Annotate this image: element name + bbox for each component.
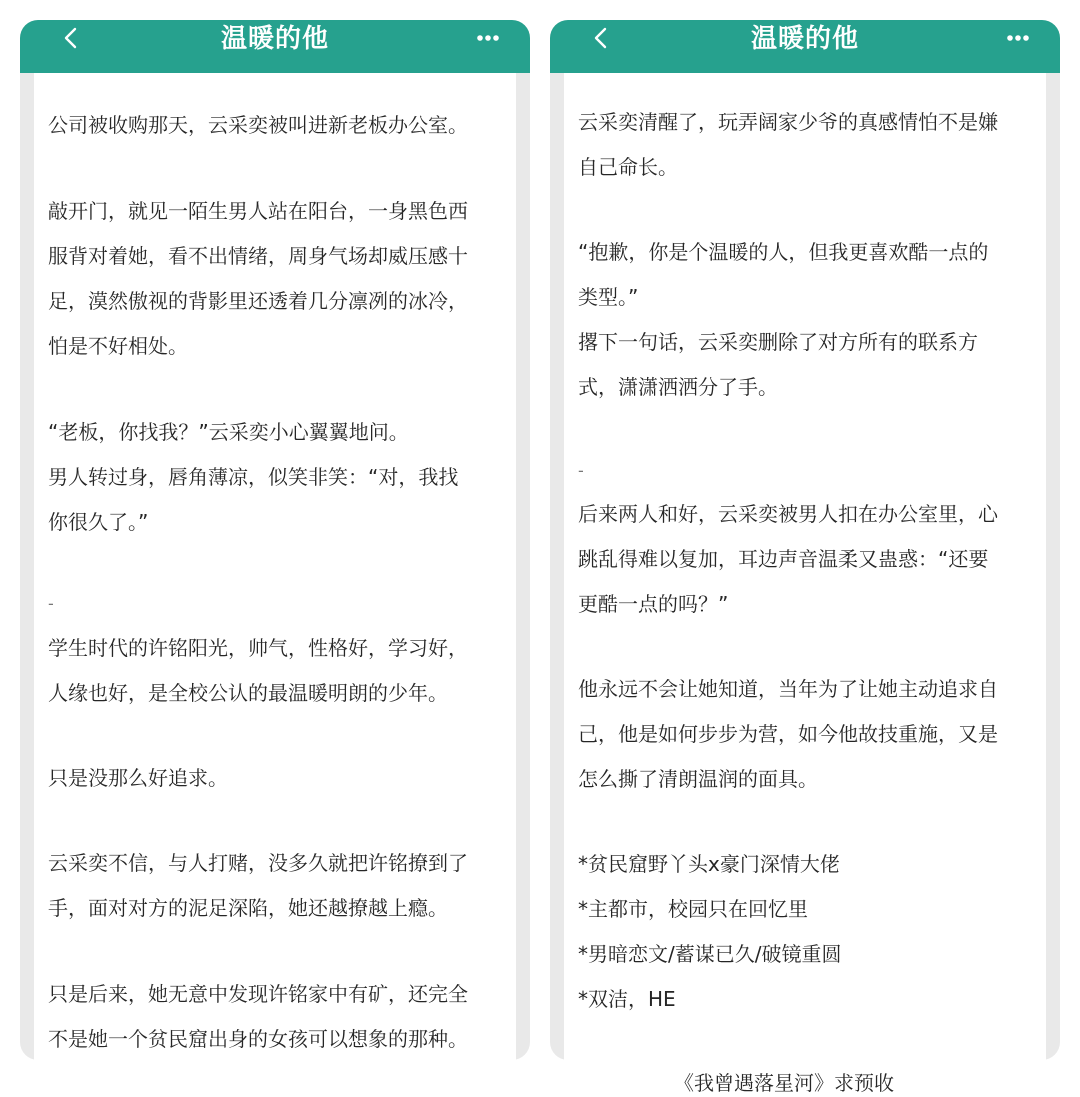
paragraph-line: 足，漠然傲视的背影里还透着几分凛冽的冰冷， [48,289,468,313]
tag-line: *主都市，校园只在回忆里 [578,897,808,921]
right-reader-panel [550,20,1060,1095]
paragraph-line: 人缘也好，是全校公认的最温暖明朗的少年。 [48,681,448,705]
left-reader-panel [20,20,530,1060]
paragraph-line: 跳乱得难以复加，耳边声音温柔又蛊惑：“还要 [578,547,989,571]
paragraph-line: 类型。” [578,285,639,309]
paragraph-line: 云采奕不信，与人打赌，没多久就把许铭撩到了 [48,851,468,875]
more-horizontal-icon [1000,26,1036,52]
paragraph-line: “老板，你找我？”云采奕小心翼翼地问。 [48,420,409,444]
paragraph-line: 后来两人和好，云采奕被男人扣在办公室里，心 [578,502,998,526]
right-header-bar [550,20,1060,73]
paragraph-line: 他永远不会让她知道，当年为了让她主动追求自 [578,677,998,701]
paragraph-line: 云采奕清醒了，玩弄阔家少爷的真感情怕不是嫌 [578,110,998,134]
paragraph-line: 服背对着她，看不出情绪，周身气场却威压感十 [48,244,468,268]
left-header-bar [20,20,530,73]
book-preorder-line: 《我曾遇落星河》求预收 [674,1071,894,1095]
left-article-content[interactable] [34,73,516,1060]
paragraph-line: 式，潇潇洒洒分了手。 [578,375,778,399]
paragraph-line: 更酷一点的吗？” [578,592,729,616]
page-title: 温暖的他 [220,24,329,54]
paragraph-line: 只是没那么好追求。 [48,766,228,790]
paragraph-line: 手，面对对方的泥足深陷，她还越撩越上瘾。 [48,896,448,920]
tag-line: *贫民窟野丫头x豪门深情大佬 [578,852,840,876]
more-button[interactable] [1000,26,1036,52]
paragraph-line: 撂下一句话，云采奕删除了对方所有的联系方 [578,330,978,354]
more-button[interactable] [470,26,506,52]
tag-line: *双洁，HE [578,987,676,1011]
paragraph-line: 己，他是如何步步为营，如今他故技重施，又是 [578,722,998,746]
paragraph-line: 你很久了。” [48,510,149,534]
paragraph-line: 男人转过身，唇角薄凉，似笑非笑：“对，我找 [48,465,459,489]
section-separator: - [578,461,584,480]
paragraph-line: 只是后来，她无意中发现许铭家中有矿，还完全 [48,982,468,1006]
right-article-content[interactable] [564,73,1046,1095]
page-title: 温暖的他 [750,24,859,54]
paragraph-line: 怕是不好相处。 [48,334,188,358]
paragraph-line: 不是她一个贫民窟出身的女孩可以想象的那种。 [48,1027,468,1051]
paragraph-line: “抱歉，你是个温暖的人，但我更喜欢酷一点的 [578,240,989,264]
paragraph-line: 自己命长。 [578,155,678,179]
more-horizontal-icon [470,26,506,52]
paragraph-line: 学生时代的许铭阳光，帅气，性格好，学习好， [48,636,468,660]
paragraph-line: 怎么撕了清朗温润的面具。 [578,767,818,791]
paragraph-line: 公司被收购那天，云采奕被叫进新老板办公室。 [48,113,468,137]
tag-line: *男暗恋文/蓄谋已久/破镜重圆 [578,942,842,966]
paragraph-line: 敲开门，就见一陌生男人站在阳台，一身黑色西 [48,199,468,223]
section-separator: - [48,594,54,613]
